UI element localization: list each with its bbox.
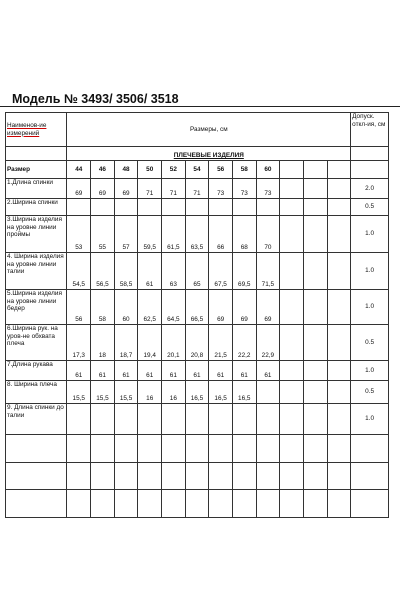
empty-cell	[280, 325, 304, 361]
empty-cell	[280, 463, 304, 490]
empty-cell	[327, 325, 351, 361]
empty-cell	[351, 161, 389, 179]
tolerance-value: 0.5	[351, 199, 389, 216]
measurement-value: 63,5	[185, 216, 209, 253]
measurement-value: 66,5	[185, 290, 209, 325]
empty-cell	[303, 361, 327, 381]
section-spacer-cell	[351, 147, 389, 161]
empty-cell	[327, 179, 351, 199]
measurement-value	[114, 199, 138, 216]
tolerance-value: 1.0	[351, 404, 389, 435]
measurement-value: 20,8	[185, 325, 209, 361]
empty-cell	[280, 179, 304, 199]
measurement-value: 66	[209, 216, 233, 253]
measurement-value	[185, 463, 209, 490]
tolerance-value	[351, 463, 389, 490]
size-row	[6, 161, 389, 179]
empty-cell	[303, 179, 327, 199]
measurement-value	[209, 435, 233, 463]
section-row	[6, 147, 389, 161]
section-title-cell: ПЛЕЧЕВЫЕ ИЗДЕЛИЯ	[67, 147, 351, 161]
measurement-value	[91, 463, 115, 490]
measurement-value: 18,7	[114, 325, 138, 361]
measurement-value	[114, 490, 138, 518]
tolerance-value: 1.0	[351, 361, 389, 381]
measurement-value: 65	[185, 253, 209, 290]
measurement-value: 61	[162, 361, 186, 381]
measurement-value: 62,5	[138, 290, 162, 325]
measurement-value: 71	[162, 179, 186, 199]
measurement-label: 2.Ширина спинки	[6, 199, 67, 216]
measurement-value: 61	[209, 361, 233, 381]
size-row-label: Размер	[6, 161, 67, 179]
measurement-row	[6, 179, 389, 199]
measurement-value	[138, 435, 162, 463]
measurement-value: 21,5	[209, 325, 233, 361]
measurement-value: 61	[67, 361, 91, 381]
measurement-value: 61	[91, 361, 115, 381]
measurement-value: 17,3	[67, 325, 91, 361]
measurement-label: 9. Длина спинки до талии	[6, 404, 67, 435]
empty-cell	[327, 404, 351, 435]
tolerance-value	[351, 490, 389, 518]
measurement-value	[162, 463, 186, 490]
measurement-value	[114, 463, 138, 490]
document-title: Модель № 3493/ 3506/ 3518	[12, 92, 179, 106]
measurement-value: 67,5	[209, 253, 233, 290]
empty-cell	[280, 490, 304, 518]
header-tolerance-cell: Допуск. откл-ия, см	[351, 113, 389, 147]
empty-cell	[327, 361, 351, 381]
measurement-value	[209, 199, 233, 216]
measurement-value	[138, 463, 162, 490]
measurement-value: 69	[256, 290, 280, 325]
measurement-value	[91, 490, 115, 518]
empty-cell	[280, 216, 304, 253]
measurement-value	[162, 199, 186, 216]
measurement-row	[6, 381, 389, 404]
measurement-value: 15,5	[91, 381, 115, 404]
measurement-value	[67, 490, 91, 518]
empty-cell	[327, 435, 351, 463]
measurement-value: 16,5	[232, 381, 256, 404]
empty-cell	[280, 361, 304, 381]
empty-cell	[327, 463, 351, 490]
measurement-value: 68	[232, 216, 256, 253]
measurement-value: 69	[232, 290, 256, 325]
measurement-label: 3.Ширина изделия на уровне линии проймы	[6, 216, 67, 253]
measurement-label: 5.Ширина изделия на уровне линии бедер	[6, 290, 67, 325]
measurement-value: 22,2	[232, 325, 256, 361]
measurement-value: 54,5	[67, 253, 91, 290]
measurement-value	[185, 404, 209, 435]
empty-cell	[280, 199, 304, 216]
measurement-value: 22,9	[256, 325, 280, 361]
measurement-label: 8. Ширина плеча	[6, 381, 67, 404]
measurement-row	[6, 361, 389, 381]
measurement-value: 16	[162, 381, 186, 404]
measurement-value: 15,5	[114, 381, 138, 404]
measurement-label: 1.Длина спинки	[6, 179, 67, 199]
measurement-value: 61	[232, 361, 256, 381]
size-header-cell: 46	[91, 161, 115, 179]
measurement-table	[5, 112, 389, 518]
measurement-value: 61	[114, 361, 138, 381]
empty-cell	[327, 490, 351, 518]
tolerance-value: 1.0	[351, 216, 389, 253]
measurement-value	[162, 435, 186, 463]
measurement-label: 7.Длина рукава	[6, 361, 67, 381]
empty-cell	[303, 435, 327, 463]
measurement-value	[232, 199, 256, 216]
measurement-value: 70	[256, 216, 280, 253]
measurement-value: 61	[138, 253, 162, 290]
empty-cell	[327, 253, 351, 290]
measurement-value	[67, 404, 91, 435]
measurement-value	[162, 490, 186, 518]
measurement-row	[6, 435, 389, 463]
empty-cell	[327, 199, 351, 216]
measurement-value: 63	[162, 253, 186, 290]
size-header-cell: 60	[256, 161, 280, 179]
header-name-cell: Наименов-ие измерений	[6, 113, 67, 147]
empty-cell	[280, 381, 304, 404]
measurement-row	[6, 216, 389, 253]
empty-cell	[303, 199, 327, 216]
size-header-cell: 56	[209, 161, 233, 179]
size-header-cell: 54	[185, 161, 209, 179]
measurement-value: 69	[209, 290, 233, 325]
empty-cell	[280, 253, 304, 290]
empty-cell	[327, 216, 351, 253]
size-header-cell: 50	[138, 161, 162, 179]
measurement-value	[232, 463, 256, 490]
measurement-value	[91, 199, 115, 216]
measurement-value	[232, 435, 256, 463]
measurement-value: 71	[185, 179, 209, 199]
measurement-row	[6, 199, 389, 216]
measurement-label	[6, 490, 67, 518]
measurement-value: 59,5	[138, 216, 162, 253]
measurement-row	[6, 253, 389, 290]
empty-cell	[303, 253, 327, 290]
measurement-value: 69,5	[232, 253, 256, 290]
measurement-value	[185, 435, 209, 463]
measurement-value	[185, 490, 209, 518]
measurement-value: 58,5	[114, 253, 138, 290]
measurement-value	[209, 463, 233, 490]
tolerance-value: 0.5	[351, 381, 389, 404]
tolerance-value: 0.5	[351, 325, 389, 361]
measurement-value: 73	[232, 179, 256, 199]
empty-cell	[327, 290, 351, 325]
measurement-value: 20,1	[162, 325, 186, 361]
title-underline	[0, 106, 400, 107]
measurement-value: 61,5	[162, 216, 186, 253]
empty-cell	[303, 325, 327, 361]
empty-cell	[280, 290, 304, 325]
measurement-value: 61	[138, 361, 162, 381]
empty-cell	[327, 161, 351, 179]
measurement-value	[114, 435, 138, 463]
measurement-value	[256, 490, 280, 518]
measurement-value: 16,5	[185, 381, 209, 404]
measurement-value: 73	[209, 179, 233, 199]
measurement-value: 69	[91, 179, 115, 199]
measurement-value: 55	[91, 216, 115, 253]
empty-cell	[280, 404, 304, 435]
empty-cell	[303, 216, 327, 253]
measurement-value: 19,4	[138, 325, 162, 361]
measurement-value	[185, 199, 209, 216]
measurement-value	[232, 404, 256, 435]
empty-cell	[303, 463, 327, 490]
measurement-value: 60	[114, 290, 138, 325]
measurement-value	[67, 435, 91, 463]
measurement-value: 61	[256, 361, 280, 381]
measurement-value: 57	[114, 216, 138, 253]
tolerance-value: 1.0	[351, 253, 389, 290]
measurement-value: 69	[114, 179, 138, 199]
measurement-value	[256, 435, 280, 463]
measurement-value: 64,5	[162, 290, 186, 325]
measurement-value: 58	[91, 290, 115, 325]
measurement-row	[6, 463, 389, 490]
size-header-cell: 58	[232, 161, 256, 179]
measurement-value: 71	[138, 179, 162, 199]
tolerance-value: 1.0	[351, 290, 389, 325]
empty-cell	[303, 381, 327, 404]
measurement-value	[209, 404, 233, 435]
measurement-value	[256, 404, 280, 435]
measurement-value	[209, 490, 233, 518]
empty-cell	[303, 290, 327, 325]
empty-cell	[303, 404, 327, 435]
measurement-value	[162, 404, 186, 435]
header-row	[6, 113, 389, 147]
measurement-row	[6, 490, 389, 518]
measurement-value: 61	[185, 361, 209, 381]
measurement-value: 16	[138, 381, 162, 404]
measurement-value	[114, 404, 138, 435]
size-header-cell: 48	[114, 161, 138, 179]
measurement-value: 15,5	[67, 381, 91, 404]
measurement-value	[138, 490, 162, 518]
measurement-value: 56	[67, 290, 91, 325]
empty-cell	[303, 490, 327, 518]
measurement-value	[256, 381, 280, 404]
measurement-value: 69	[67, 179, 91, 199]
measurement-value	[91, 404, 115, 435]
measurement-value	[256, 463, 280, 490]
measurement-value: 16,5	[209, 381, 233, 404]
measurement-value	[91, 435, 115, 463]
measurement-value	[138, 199, 162, 216]
measurement-value: 53	[67, 216, 91, 253]
size-header-cell: 44	[67, 161, 91, 179]
measurement-value: 18	[91, 325, 115, 361]
measurement-row	[6, 404, 389, 435]
measurement-value	[67, 463, 91, 490]
measurement-value: 73	[256, 179, 280, 199]
measurement-value	[256, 199, 280, 216]
tolerance-value: 2.0	[351, 179, 389, 199]
measurement-row	[6, 290, 389, 325]
empty-cell	[280, 435, 304, 463]
measurement-value: 71,5	[256, 253, 280, 290]
tolerance-value	[351, 435, 389, 463]
empty-cell	[327, 381, 351, 404]
measurement-label	[6, 435, 67, 463]
section-spacer-cell	[6, 147, 67, 161]
measurement-label	[6, 463, 67, 490]
empty-cell	[303, 161, 327, 179]
header-sizes-cell: Размеры, см	[67, 113, 351, 147]
measurement-label: 6.Ширина рук. на уров-не обхвата плеча	[6, 325, 67, 361]
measurement-value: 56,5	[91, 253, 115, 290]
empty-cell	[280, 161, 304, 179]
measurement-value	[138, 404, 162, 435]
measurement-row	[6, 325, 389, 361]
size-header-cell: 52	[162, 161, 186, 179]
measurement-value	[67, 199, 91, 216]
measurement-label: 4. Ширина изделия на уровне линии талии	[6, 253, 67, 290]
measurement-value	[232, 490, 256, 518]
